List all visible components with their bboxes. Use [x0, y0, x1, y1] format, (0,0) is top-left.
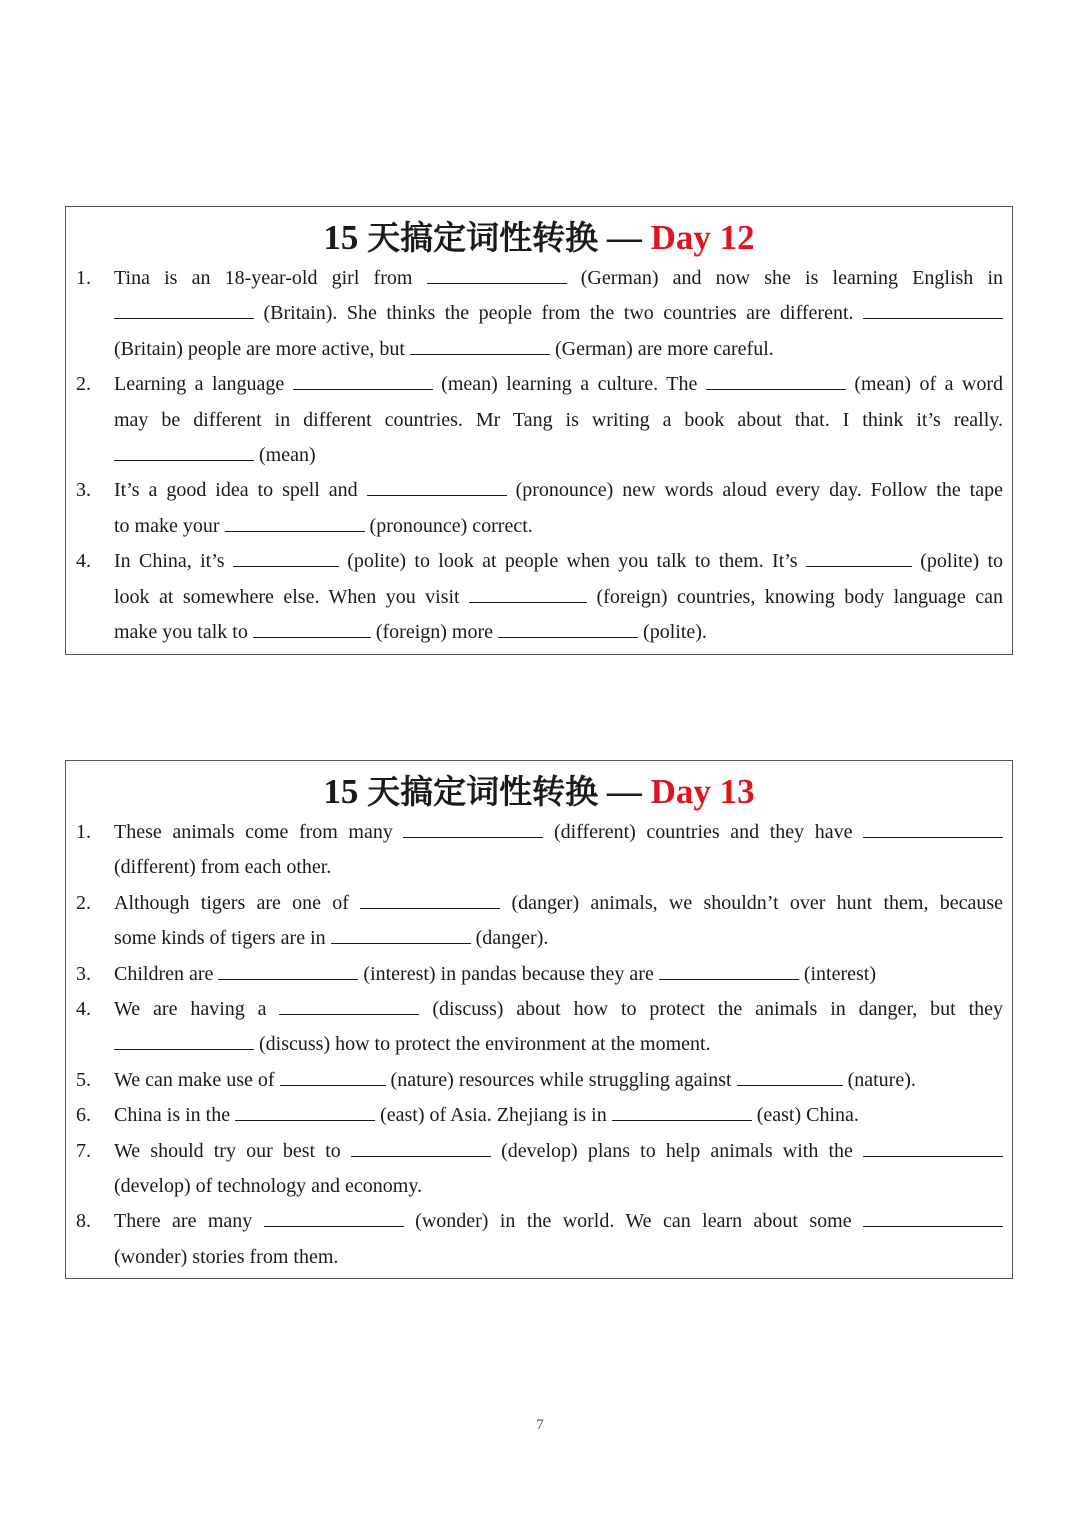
question-text: (east) China. — [756, 1104, 859, 1127]
answer-blank[interactable] — [280, 1067, 386, 1086]
answer-blank[interactable] — [114, 442, 254, 461]
question-number: 2. — [76, 891, 91, 914]
answer-blank[interactable] — [114, 300, 254, 319]
question-text: (danger). — [475, 927, 549, 950]
question-text: (foreign) countries, knowing body language can — [596, 585, 1004, 608]
section-title — [66, 772, 1012, 812]
question-number: 2. — [76, 373, 91, 396]
answer-blank[interactable] — [498, 619, 638, 638]
question-text: Tina is an 18-year-old girl from — [114, 267, 413, 289]
answer-blank[interactable] — [863, 819, 1003, 838]
question-text: China is in the — [114, 1104, 231, 1127]
answer-blank[interactable] — [410, 336, 550, 355]
answer-blank[interactable] — [114, 1031, 254, 1050]
question-item — [76, 815, 1003, 886]
question-text: some kinds of tigers are in — [114, 927, 326, 950]
question-number: 6. — [76, 1104, 91, 1127]
question-text: These animals come from many — [114, 821, 393, 843]
question-text: Children are — [114, 962, 214, 985]
question-text: (nature) resources while struggling against — [390, 1068, 732, 1091]
question-item — [76, 886, 1003, 957]
answer-blank[interactable] — [427, 265, 567, 284]
question-text: (wonder) stories from them. — [114, 1245, 339, 1268]
question-text: (German) and now she is learning English in — [580, 267, 1004, 289]
answer-blank[interactable] — [737, 1067, 843, 1086]
question-text: (danger) animals, we shouldn’t over hunt them, because — [511, 891, 1003, 914]
title-chinese: 天搞定词性转换 — [367, 218, 599, 257]
answer-blank[interactable] — [360, 890, 500, 909]
answer-blank[interactable] — [659, 961, 799, 980]
answer-blank[interactable] — [235, 1102, 375, 1121]
answer-blank[interactable] — [351, 1138, 491, 1157]
answer-blank[interactable] — [264, 1208, 404, 1227]
question-text: (different) from each other. — [114, 856, 332, 879]
answer-blank[interactable] — [331, 925, 471, 944]
question-item — [76, 544, 1003, 650]
question-item — [76, 261, 1003, 367]
question-text: (mean) — [259, 444, 316, 467]
question-text: make you talk to — [114, 621, 248, 644]
worksheet-day-13 — [65, 760, 1013, 1279]
question-number: 3. — [76, 962, 91, 985]
question-text: (discuss) how to protect the environment at the moment. — [259, 1033, 711, 1056]
question-text: (interest) — [803, 962, 877, 985]
answer-blank[interactable] — [706, 371, 846, 390]
answer-blank[interactable] — [863, 1138, 1003, 1157]
answer-blank[interactable] — [225, 513, 365, 532]
question-text: We should try our best to — [114, 1139, 341, 1162]
worksheet-day-12 — [65, 206, 1013, 655]
title-dash: — — [606, 772, 642, 811]
question-text: Learning a language — [114, 373, 285, 396]
question-text: (German) are more careful. — [555, 337, 774, 360]
question-text: (foreign) more — [375, 621, 494, 644]
question-text: (pronounce) new words aloud every day. Follow the tape — [515, 479, 1003, 502]
question-text: In China, it’s — [114, 550, 225, 573]
question-text: (pronounce) correct. — [369, 514, 533, 537]
question-item — [76, 1063, 1003, 1098]
question-number: 3. — [76, 479, 91, 502]
question-text: (polite) to look at people when you talk to them. It’s — [347, 550, 798, 573]
title-number: 15 — [323, 218, 359, 257]
answer-blank[interactable] — [863, 1208, 1003, 1227]
question-item — [76, 1098, 1003, 1133]
question-item — [76, 473, 1003, 544]
question-number: 1. — [76, 267, 91, 289]
title-day: Day 13 — [650, 772, 755, 811]
question-text: (mean) of a word — [854, 373, 1004, 396]
question-text: (polite) to — [920, 550, 1004, 573]
question-text: We can make use of — [114, 1068, 275, 1091]
question-text: (nature). — [847, 1068, 916, 1091]
question-text: It’s a good idea to spell and — [114, 479, 358, 502]
question-text: (wonder) in the world. We can learn about some — [415, 1210, 852, 1233]
question-number: 4. — [76, 550, 91, 573]
question-text: We are having a — [114, 998, 267, 1021]
question-number: 1. — [76, 821, 91, 843]
question-text: Although tigers are one of — [114, 891, 349, 914]
question-number: 4. — [76, 998, 91, 1021]
question-text: (interest) in pandas because they are — [363, 962, 654, 985]
title-day: Day 12 — [650, 218, 755, 257]
question-number: 7. — [76, 1139, 91, 1162]
title-dash: — — [606, 218, 642, 257]
answer-blank[interactable] — [279, 996, 419, 1015]
answer-blank[interactable] — [403, 819, 543, 838]
title-chinese: 天搞定词性转换 — [367, 772, 599, 811]
question-text: look at somewhere else. When you visit — [114, 585, 460, 608]
question-item — [76, 367, 1003, 473]
question-text: (different) countries and they have — [554, 821, 853, 843]
answer-blank[interactable] — [233, 548, 339, 567]
answer-blank[interactable] — [469, 584, 587, 603]
question-text: (east) of Asia. Zhejiang is in — [380, 1104, 607, 1127]
question-text: (mean) learning a culture. The — [441, 373, 698, 396]
answer-blank[interactable] — [218, 961, 358, 980]
answer-blank[interactable] — [367, 477, 507, 496]
question-item — [76, 1204, 1003, 1275]
answer-blank[interactable] — [293, 371, 433, 390]
title-number: 15 — [323, 772, 359, 811]
section-title — [66, 218, 1012, 258]
question-text: (polite). — [643, 621, 707, 644]
question-number: 8. — [76, 1210, 91, 1233]
question-text: may be different in different countries. Mr Tang is writing a book about that. I think it’s really. — [114, 408, 1003, 431]
answer-blank[interactable] — [612, 1102, 752, 1121]
answer-blank[interactable] — [863, 300, 1003, 319]
question-item — [76, 957, 1003, 992]
page-number: 7 — [536, 1417, 544, 1433]
question-number: 5. — [76, 1068, 91, 1091]
question-item — [76, 1134, 1003, 1205]
answer-blank[interactable] — [253, 619, 371, 638]
question-text: to make your — [114, 514, 220, 537]
answer-blank[interactable] — [806, 548, 912, 567]
question-text: (Britain). She thinks the people from the two countries are different. — [263, 302, 854, 325]
question-text: (Britain) people are more active, but — [114, 337, 405, 360]
question-text: There are many — [114, 1210, 253, 1233]
question-text: (develop) of technology and economy. — [114, 1175, 423, 1198]
question-text: (develop) plans to help animals with the — [501, 1139, 853, 1162]
question-item — [76, 992, 1003, 1063]
question-text: (discuss) about how to protect the animals in danger, but they — [432, 998, 1004, 1021]
